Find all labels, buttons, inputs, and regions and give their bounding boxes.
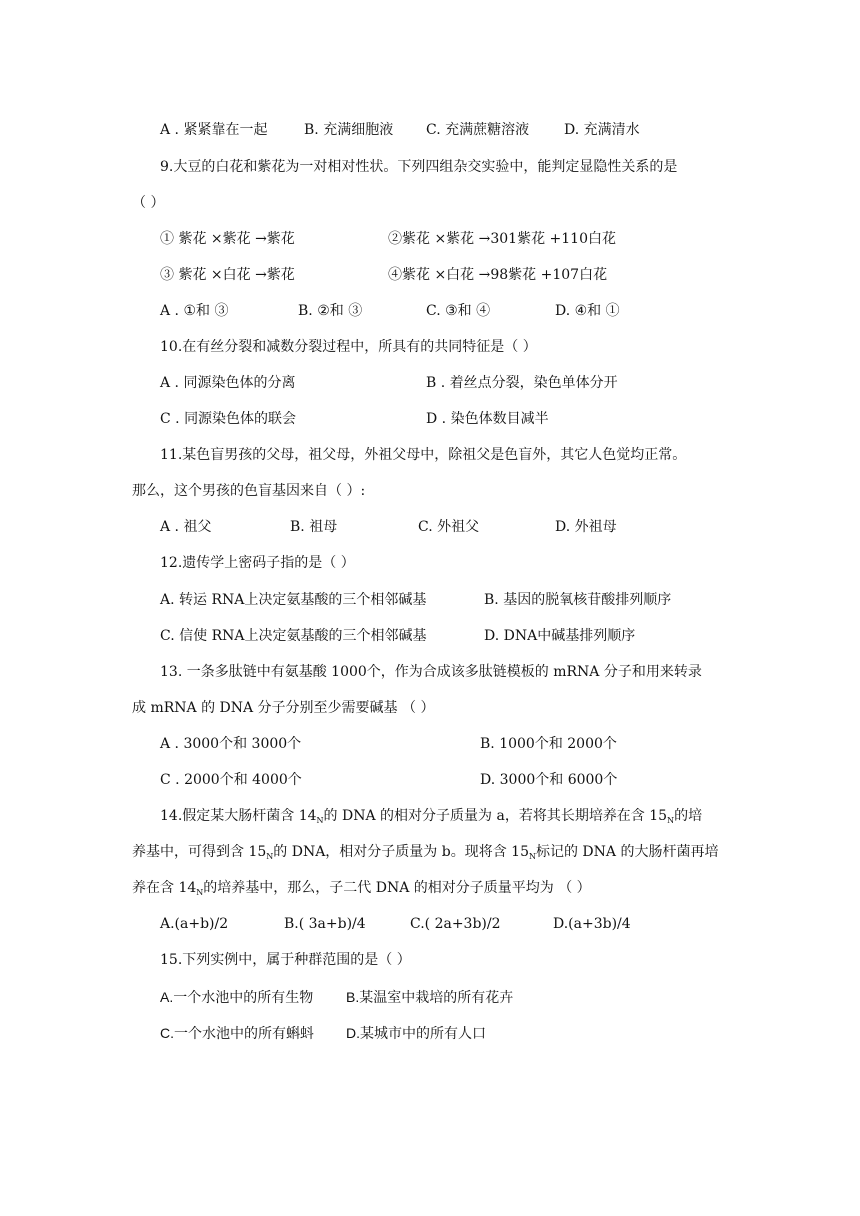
q13-option-a: A . 3000个和 3000个 xyxy=(160,736,302,752)
q12-stem: 12.遗传学上密码子指的是（ ） xyxy=(160,555,355,571)
q9-stem-line1: 9.大豆的白花和紫花为一对相对性状。下列四组杂交实验中，能判定显隐性关系的是 xyxy=(160,159,678,175)
q12-option-b: B. 基因的脱氧核苷酸排列顺序 xyxy=(484,592,672,608)
q14-option-b: B.( 3a+b)/4 xyxy=(284,916,366,932)
q15-option-c: C.一个水池中的所有蝌蚪 xyxy=(160,1025,314,1041)
q13-stem-line2: 成 mRNA 的 DNA 分子分别至少需要碱基 （ ） xyxy=(132,700,435,716)
q14-option-d: D.(a+3b)/4 xyxy=(553,916,631,932)
q12-option-a: A. 转运 RNA上决定氨基酸的三个相邻碱基 xyxy=(160,592,427,608)
q10-option-b: B . 着丝点分裂，染色单体分开 xyxy=(426,375,618,391)
q13-option-b: B. 1000个和 2000个 xyxy=(480,736,617,752)
q14-stem-line3: 养在含 $14_N$的培养基中，那么，子二代 DNA 的相对分子质量平均为 （ ） xyxy=(132,880,591,897)
q14-stem-line1: 14.假定某大肠杆菌含 $14_N$的 DNA 的相对分子质量为 a，若将其长期培养在含 $15_N$的培 xyxy=(160,808,703,825)
q13-stem-line1: 13. 一条多肽链中有氨基酸 1000个，作为合成该多肽链模板的 mRNA 分子和用来转录 xyxy=(160,664,702,680)
q8-option-b: B. 充满细胞液 xyxy=(304,122,394,138)
q10-option-d: D . 染色体数目减半 xyxy=(426,411,549,427)
q15-option-b: B.某温室中栽培的所有花卉 xyxy=(346,989,514,1005)
q12-option-d: D. DNA中碱基排列顺序 xyxy=(484,628,636,644)
q10-stem: 10.在有丝分裂和减数分裂过程中，所具有的共同特征是（ ） xyxy=(160,339,537,355)
q14-option-c: C.( 2a+3b)/2 xyxy=(410,916,501,932)
q12-option-c: C. 信使 RNA上决定氨基酸的三个相邻碱基 xyxy=(160,628,427,644)
q11-option-d: D. 外祖母 xyxy=(555,519,617,535)
q13-option-c: C . 2000个和 4000个 xyxy=(160,772,302,788)
q11-stem-line1: 11.某色盲男孩的父母，祖父母，外祖父母中，除祖父是色盲外，其它人色觉均正常。 xyxy=(160,447,687,463)
q8-option-c: C. 充满蔗糖溶液 xyxy=(426,122,530,138)
q9-cross-4: ④紫花 ×白花 →98紫花 +107白花 xyxy=(388,267,608,283)
q8-option-a: A . 紧紧靠在一起 xyxy=(160,122,268,138)
q15-option-d: D.某城市中的所有人口 xyxy=(346,1025,486,1041)
q9-cross-2: ②紫花 ×紫花 →301紫花 +110白花 xyxy=(388,231,616,247)
q15-option-a: A.一个水池中的所有生物 xyxy=(160,989,314,1005)
q9-cross-1: ① 紫花 ×紫花 →紫花 xyxy=(160,231,295,247)
q10-option-a: A . 同源染色体的分离 xyxy=(160,375,296,391)
q9-option-c: C. ③和 ④ xyxy=(426,303,491,319)
q9-stem-line2: （ ） xyxy=(132,195,165,211)
q11-stem-line2: 那么，这个男孩的色盲基因来自（ ）: xyxy=(132,483,366,499)
q13-option-d: D. 3000个和 6000个 xyxy=(480,772,618,788)
q11-option-b: B. 祖母 xyxy=(290,519,338,535)
q10-option-c: C . 同源染色体的联会 xyxy=(160,411,297,427)
q9-option-d: D. ④和 ① xyxy=(555,303,620,319)
q9-cross-3: ③ 紫花 ×白花 →紫花 xyxy=(160,267,295,283)
q9-option-a: A . ①和 ③ xyxy=(160,303,229,319)
q11-option-c: C. 外祖父 xyxy=(418,519,480,535)
q11-option-a: A . 祖父 xyxy=(160,519,212,535)
q14-stem-line2: 养基中，可得到含 $15_N$的 DNA，相对分子质量为 b。现将含 $15_N$标记的 DNA 的大肠杆菌再培 xyxy=(132,844,719,861)
q14-option-a: A.(a+b)/2 xyxy=(160,916,229,932)
q8-option-d: D. 充满清水 xyxy=(564,122,640,138)
q15-stem: 15.下列实例中，属于种群范围的是（ ） xyxy=(160,952,411,968)
q9-option-b: B. ②和 ③ xyxy=(298,303,363,319)
